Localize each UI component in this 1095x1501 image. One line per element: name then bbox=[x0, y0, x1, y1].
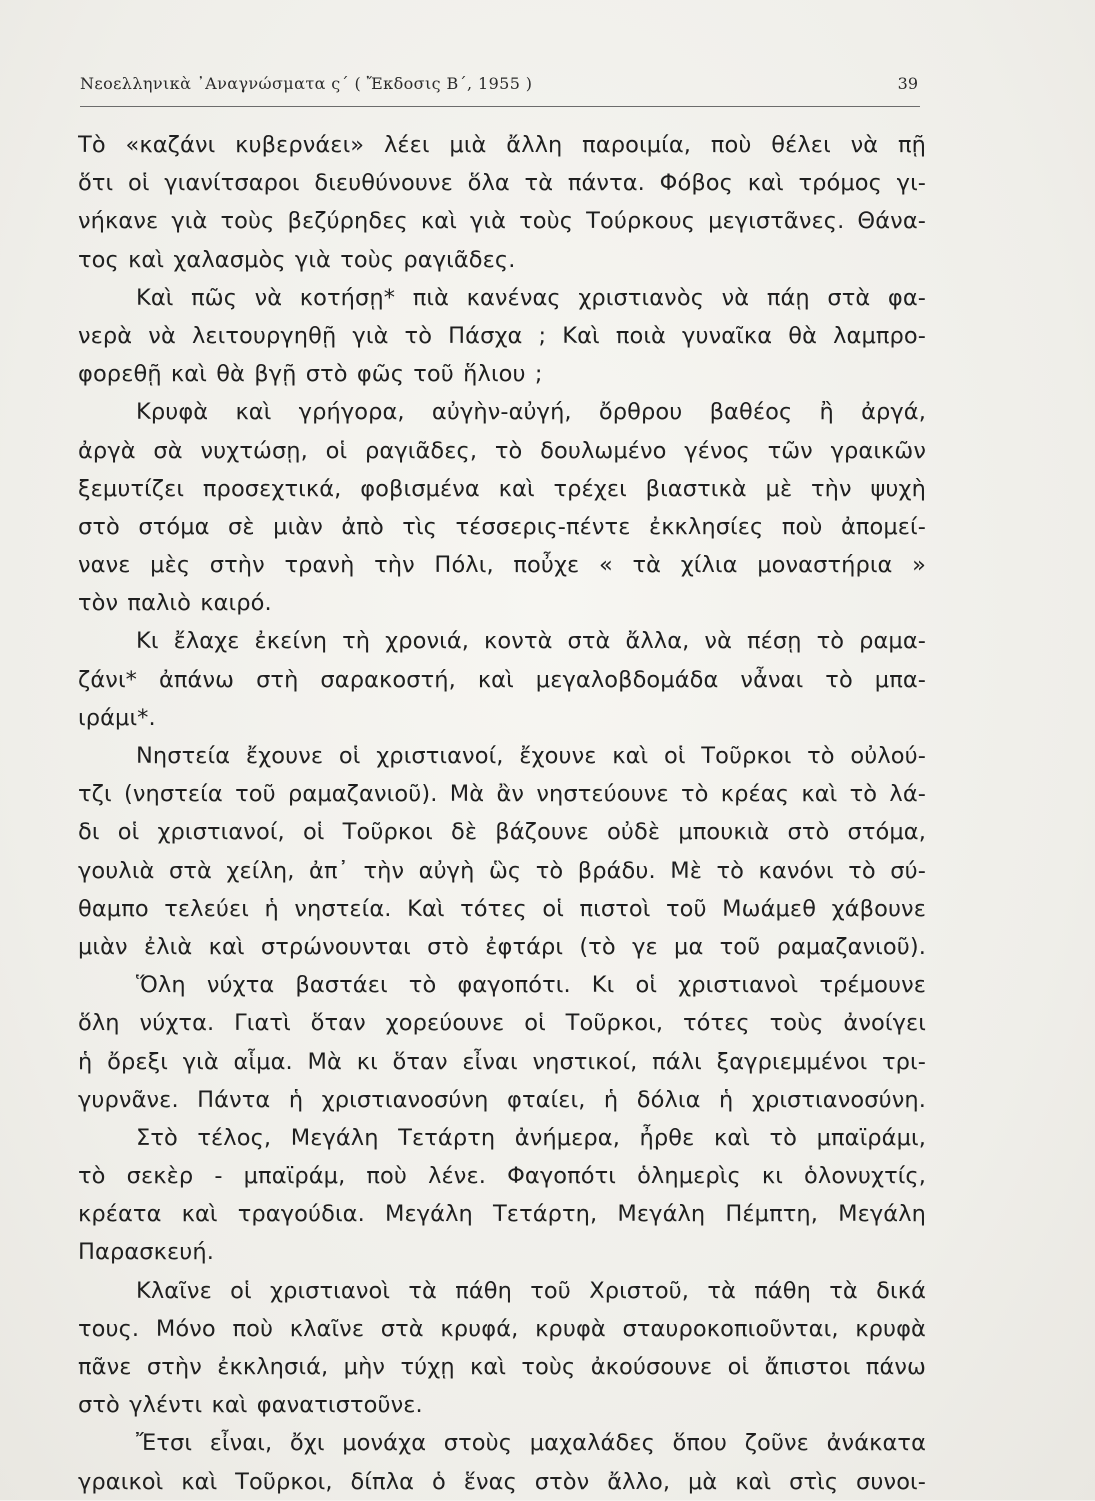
text-line: ζάνι* ἀπάνω στὴ σαρακοστή, καὶ μεγαλοβδομάδα νἆναι τὸ μπα- bbox=[78, 666, 926, 693]
text-line: ὅλη νύχτα. Γιατὶ ὅταν χορεύουνε οἱ Τοῦρκοι, τότες τοὺς ἀνοίγει bbox=[78, 1010, 926, 1037]
text-line: Νηστεία ἔχουνε οἱ χριστιανοί, ἔχουνε καὶ οἱ Τοῦρκοι τὸ οὐλού- bbox=[136, 743, 926, 769]
text-line: τζι (νηστεία τοῦ ραμαζανιοῦ). Μὰ ἂν νηστεύουνε τὸ κρέας καὶ τὸ λά- bbox=[78, 781, 926, 808]
text-line: ιράμι*. bbox=[78, 704, 156, 731]
text-line: πᾶνε στὴν ἐκκλησιά, μὴν τύχῃ καὶ τοὺς ἀκούσουνε οἱ ἄπιστοι πάνω bbox=[78, 1354, 926, 1380]
text-line: κρέατα καὶ τραγούδια. Μεγάλη Τετάρτη, Μεγάλη Πέμπτη, Μεγάλη bbox=[78, 1201, 926, 1228]
text-line: τὸ σεκὲρ - μπαϊράμ, ποὺ λένε. Φαγοπότι ὁλημερὶς κι ὁλονυχτίς, bbox=[78, 1163, 926, 1190]
text-line: Κρυφὰ καὶ γρήγορα, αὐγὴν-αὐγή, ὄρθρου βαθέος ἢ ἀργά, bbox=[136, 399, 926, 426]
text-line: Κι ἔλαχε ἐκείνη τὴ χρονιά, κοντὰ στὰ ἄλλα, νὰ πέσῃ τὸ ραμα- bbox=[136, 628, 926, 655]
text-line: γουλιὰ στὰ χείλη, ἀπ᾿ τὴν αὐγὴ ὣς τὸ βράδυ. Μὲ τὸ κανόνι τὸ σύ- bbox=[78, 857, 926, 884]
text-line: ἡ ὄρεξι γιὰ αἷμα. Μὰ κι ὅταν εἶναι νηστικοί, πάλι ξαγριεμμένοι τρι- bbox=[78, 1048, 926, 1075]
text-line: θαμπο τελεύει ἡ νηστεία. Καὶ τότες οἱ πιστοὶ τοῦ Μωάμεθ χάβουνε bbox=[78, 895, 926, 922]
text-line: Στὸ τέλος, Μεγάλη Τετάρτη ἀνήμερα, ἦρθε καὶ τὸ μπαϊράμι, bbox=[136, 1124, 926, 1151]
text-line: ὅτι οἱ γιανίτσαροι διευθύνουνε ὅλα τὰ πάντα. Φόβος καὶ τρόμος γι- bbox=[78, 170, 926, 197]
text-line: νανε μὲς στὴν τρανὴ τὴν Πόλι, ποὖχε « τὰ χίλια μοναστήρια » bbox=[78, 552, 926, 579]
text-line: τὸν παλιὸ καιρό. bbox=[78, 590, 272, 617]
text-line: Παρασκευή. bbox=[78, 1239, 214, 1266]
text-line: φορεθῇ καὶ θὰ βγῇ στὸ φῶς τοῦ ἥλιου ; bbox=[78, 361, 543, 388]
text-line: στὸ γλέντι καὶ φανατιστοῦνε. bbox=[78, 1392, 423, 1419]
text-line: μιὰν ἐλιὰ καὶ στρώνουνται στὸ ἐφτάρι (τὸ γε μα τοῦ ραμαζανιοῦ). bbox=[78, 933, 926, 960]
running-header bbox=[80, 72, 920, 107]
text-line: στὸ στόμα σὲ μιὰν ἀπὸ τὶς τέσσερις-πέντε ἐκκλησίες ποὺ ἀπομεί- bbox=[78, 513, 926, 540]
text-line: ξεμυτίζει προσεχτικά, φοβισμένα καὶ τρέχει βιαστικὰ μὲ τὴν ψυχὴ bbox=[78, 475, 926, 502]
text-line: γραικοὶ καὶ Τοῦρκοι, δίπλα ὁ ἕνας στὸν ἄλλο, μὰ καὶ στὶς συνοι- bbox=[78, 1468, 926, 1495]
text-line: Κλαῖνε οἱ χριστιανοὶ τὰ πάθη τοῦ Χριστοῦ, τὰ πάθη τὰ δικά bbox=[136, 1277, 926, 1304]
text-line: Καὶ πῶς νὰ κοτήσῃ* πιὰ κανένας χριστιανὸς νὰ πάῃ στὰ φα- bbox=[136, 284, 926, 311]
text-line: Ὅλη νύχτα βαστάει τὸ φαγοπότι. Κι οἱ χριστιανοὶ τρέμουνε bbox=[136, 972, 926, 999]
text-line: Τὸ «καζάνι κυβερνάει» λέει μιὰ ἄλλη παροιμία, ποὺ θέλει νὰ πῇ bbox=[78, 132, 926, 158]
text-line: γυρνᾶνε. Πάντα ἡ χριστιανοσύνη φταίει, ἡ δόλια ἡ χριστιανοσύνη. bbox=[78, 1086, 926, 1113]
text-line: Ἔτσι εἶναι, ὄχι μονάχα στοὺς μαχαλάδες ὅπου ζοῦνε ἀνάκατα bbox=[136, 1430, 926, 1457]
text-line: δι οἱ χριστιανοί, οἱ Τοῦρκοι δὲ βάζουνε οὐδὲ μπουκιὰ στὸ στόμα, bbox=[78, 819, 926, 846]
text-line: τους. Μόνο ποὺ κλαῖνε στὰ κρυφά, κρυφὰ σταυροκοπιοῦνται, κρυφὰ bbox=[78, 1315, 926, 1342]
body-text bbox=[78, 126, 926, 1501]
header-title: Νεοελληνικὰ ᾿Αναγνώσματα ς΄ ( Ἔκδοσις Β΄, 1955 ) bbox=[80, 74, 533, 93]
text-line: τος καὶ χαλασμὸς γιὰ τοὺς ραγιᾶδες. bbox=[78, 246, 516, 273]
text-line: νερὰ νὰ λειτουργηθῇ γιὰ τὸ Πάσχα ; Καὶ ποιὰ γυναῖκα θὰ λαμπρο- bbox=[78, 322, 926, 349]
page-number: 39 bbox=[897, 74, 918, 93]
text-line: νήκανε γιὰ τοὺς βεζύρηδες καὶ γιὰ τοὺς Τούρκους μεγιστᾶνες. Θάνα- bbox=[78, 208, 926, 235]
text-line: ἀργὰ σὰ νυχτώσῃ, οἱ ραγιᾶδες, τὸ δουλωμένο γένος τῶν γραικῶν bbox=[78, 437, 926, 464]
